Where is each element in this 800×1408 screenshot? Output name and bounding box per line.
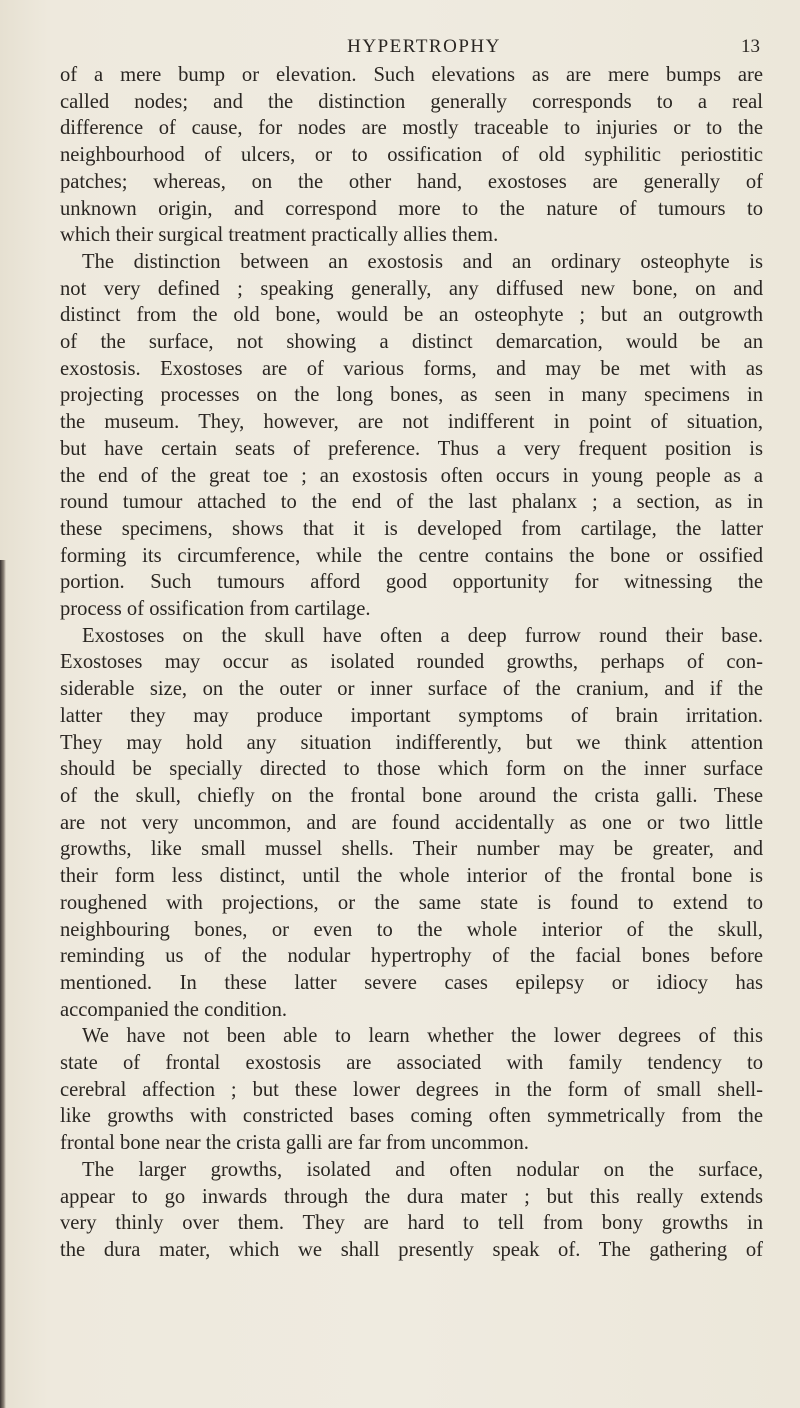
text-line: round tumour attached to the end of the last phalanx ; a section, as in [60,491,763,514]
text-line: which their surgical treatment practically allies them. [60,224,499,247]
body-text [60,62,763,1264]
text-line: neighbourhood of ulcers, or to ossification of old syphilitic periostitic [60,144,763,167]
text-line: growths, like small mussel shells. Their number may be greater, and [60,838,763,861]
text-line: The larger growths, isolated and often nodular on the surface, [82,1158,763,1181]
text-line: The distinction between an exostosis and an ordinary osteophyte is [82,250,763,273]
text-line: not very defined ; speaking generally, any diffused new bone, on and [60,277,763,300]
text-line: exostosis. Exostoses are of various forms, and may be met with as [60,357,763,380]
text-line: these specimens, shows that it is developed from cartilage, the latter [60,517,763,540]
text-line: forming its circumference, while the centre contains the bone or ossified [60,544,763,567]
text-line: called nodes; and the distinction generally corresponds to a real [60,90,763,113]
text-line: frontal bone near the crista galli are far from uncommon. [60,1132,529,1155]
text-line: of the skull, chiefly on the frontal bone around the crista galli. These [60,784,763,807]
text-line: projecting processes on the long bones, as seen in many specimens in [60,384,763,407]
text-line: should be specially directed to those which form on the inner surface [60,758,763,781]
text-line: patches; whereas, on the other hand, exostoses are generally of [60,170,763,193]
text-line: the museum. They, however, are not indifferent in point of situation, [60,411,763,434]
text-line: Exostoses on the skull have often a deep furrow round their base. [82,624,763,647]
text-line: reminding us of the nodular hypertrophy of the facial bones before [60,945,763,968]
text-line: of the surface, not showing a distinct demarcation, would be an [60,331,763,354]
text-line: mentioned. In these latter severe cases epilepsy or idiocy has [60,971,763,994]
text-line: very thinly over them. They are hard to tell from bony growths in [60,1212,763,1235]
text-line: like growths with constricted bases coming often symmetrically from the [60,1105,763,1128]
running-title: HYPERTROPHY [347,36,501,57]
text-line: They may hold any situation indifferently, but we think attention [60,731,763,754]
page-edge-shadow [0,560,6,1408]
text-line: of a mere bump or elevation. Such elevations as are mere bumps are [60,64,763,86]
text-line: We have not been able to learn whether the lower degrees of this [82,1025,763,1048]
text-line: cerebral affection ; but these lower degrees in the form of small shell- [60,1078,763,1101]
text-line: the end of the great toe ; an exostosis often occurs in young people as a [60,464,763,487]
text-line: latter they may produce important symptoms of brain irritation. [60,704,763,727]
text-line: are not very uncommon, and are found accidentally as one or two little [60,811,763,834]
text-line: appear to go inwards through the dura mater ; but this really extends [60,1185,763,1208]
text-line: portion. Such tumours afford good opportunity for witnessing the [60,571,763,594]
text-line: roughened with projections, or the same state is found to extend to [60,891,763,914]
text-line: neighbouring bones, or even to the whole interior of the skull, [60,918,763,941]
text-line: their form less distinct, until the whole interior of the frontal bone is [60,865,763,888]
text-line: state of frontal exostosis are associated with family tendency to [60,1052,763,1075]
text-line: unknown origin, and correspond more to the nature of tumours to [60,197,763,220]
text-line: but have certain seats of preference. Thus a very frequent position is [60,437,763,460]
text-line: Exostoses may occur as isolated rounded growths, perhaps of con- [60,651,763,674]
page-number: 13 [741,36,760,57]
text-line: process of ossification from cartilage. [60,598,371,621]
text-line: difference of cause, for nodes are mostly traceable to injuries or to the [60,117,763,140]
text-line: siderable size, on the outer or inner surface of the cranium, and if the [60,678,763,701]
text-line: accompanied the condition. [60,998,288,1021]
text-line: distinct from the old bone, would be an osteophyte ; but an outgrowth [60,304,763,327]
text-line: the dura mater, which we shall presently speak of. The gathering of [60,1238,763,1261]
